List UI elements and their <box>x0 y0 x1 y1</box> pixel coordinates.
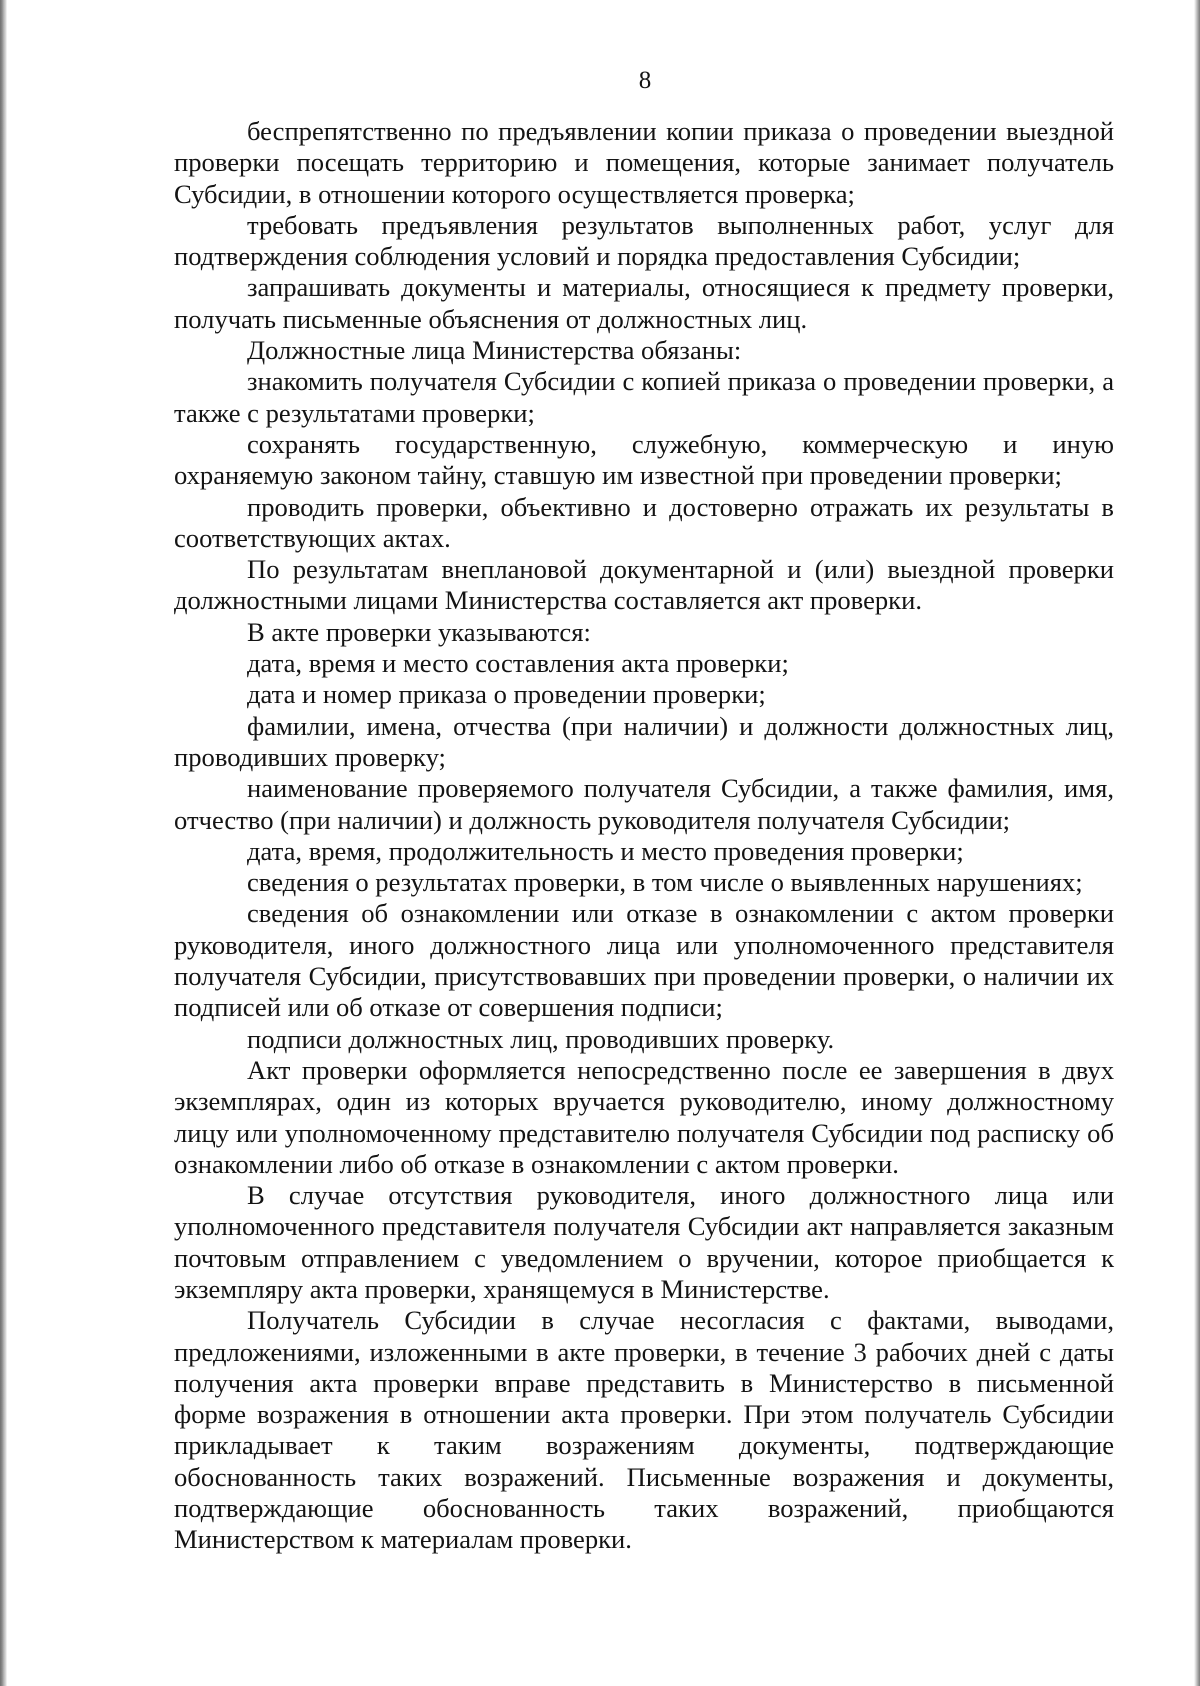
scan-edge-left <box>0 0 7 1686</box>
paragraph: Получатель Субсидии в случае несогласия с фактами, выводами, предложениями, изложенными в акте проверки, в течение 3 рабочих дней с даты получения акта проверки вправе представить в Министерство в письменной форме возражения в отношении акта проверки. При этом получатель Субсидии прикладывает к таким возражениям документы, подтверждающие обоснованность таких возражений. Письменные возражения и документы, подтверждающие обоснованность таких возражений, приобщаются Министерством к материалам проверки. <box>174 1305 1114 1555</box>
paragraph: требовать предъявления результатов выполненных работ, услуг для подтверждения соблюдения условий и порядка предоставления Субсидии; <box>174 209 1114 272</box>
paragraph: проводить проверки, объективно и достоверно отражать их результаты в соответствующих актах. <box>174 491 1114 553</box>
page-number: 8 <box>638 67 652 94</box>
paragraph: знакомить получателя Субсидии с копией приказа о проведении проверки, а также с результатами проверки; <box>174 366 1114 428</box>
paragraph: По результатам внеплановой документарной и (или) выездной проверки должностными лицами Министерства составляется акт проверки. <box>174 554 1114 616</box>
paragraph: Акт проверки оформляется непосредственно после ее завершения в двух экземплярах, один из которых вручается руководителю, иному должностному лицу или уполномоченному представителю получателя Субсидии под расписку об ознакомлении либо об отказе в ознакомлении с актом проверки. <box>174 1054 1114 1179</box>
paragraph: дата, время и место составления акта проверки; <box>247 648 789 679</box>
paragraph: подписи должностных лиц, проводивших проверку. <box>247 1023 835 1054</box>
paragraph: сведения об ознакомлении или отказе в ознакомлении с актом проверки руководителя, иного должностного лица или уполномоченного представителя получателя Субсидии, присутствовавших при проведении проверки, о наличии их подписей или об отказе от совершения подписи; <box>174 898 1114 1023</box>
paragraph: дата, время, продолжительность и место проведения проверки; <box>247 835 964 866</box>
paragraph: Должностные лица Министерства обязаны: <box>247 335 742 366</box>
paragraph: беспрепятственно по предъявлении копии приказа о проведении выездной проверки посещать территорию и помещения, которые занимает получатель Субсидии, в отношении которого осуществляется проверка; <box>174 116 1114 209</box>
paragraph: запрашивать документы и материалы, относящиеся к предмету проверки, получать письменные объяснения от должностных лиц. <box>174 272 1114 334</box>
paragraph: наименование проверяемого получателя Субсидии, а также фамилия, имя, отчество (при наличии) и должность руководителя получателя Субсидии; <box>174 773 1114 835</box>
paragraph: сведения о результатах проверки, в том числе о выявленных нарушениях; <box>247 867 1083 898</box>
paragraph: сохранять государственную, служебную, коммерческую и иную охраняемую законом тайну, ставшую им известной при проведении проверки; <box>174 428 1114 491</box>
document-body <box>174 116 1114 1556</box>
scan-edge-right <box>1194 0 1200 1686</box>
paragraph: фамилии, имена, отчества (при наличии) и должности должностных лиц, проводивших проверку; <box>174 710 1114 772</box>
paragraph: В случае отсутствия руководителя, иного должностного лица или уполномоченного представителя получателя Субсидии акт направляется заказным почтовым отправлением с уведомлением о вручении, которое приобщается к экземпляру акта проверки, хранящемуся в Министерстве. <box>174 1180 1114 1304</box>
paragraph: В акте проверки указываются: <box>247 616 591 647</box>
paragraph: дата и номер приказа о проведении проверки; <box>247 679 766 710</box>
